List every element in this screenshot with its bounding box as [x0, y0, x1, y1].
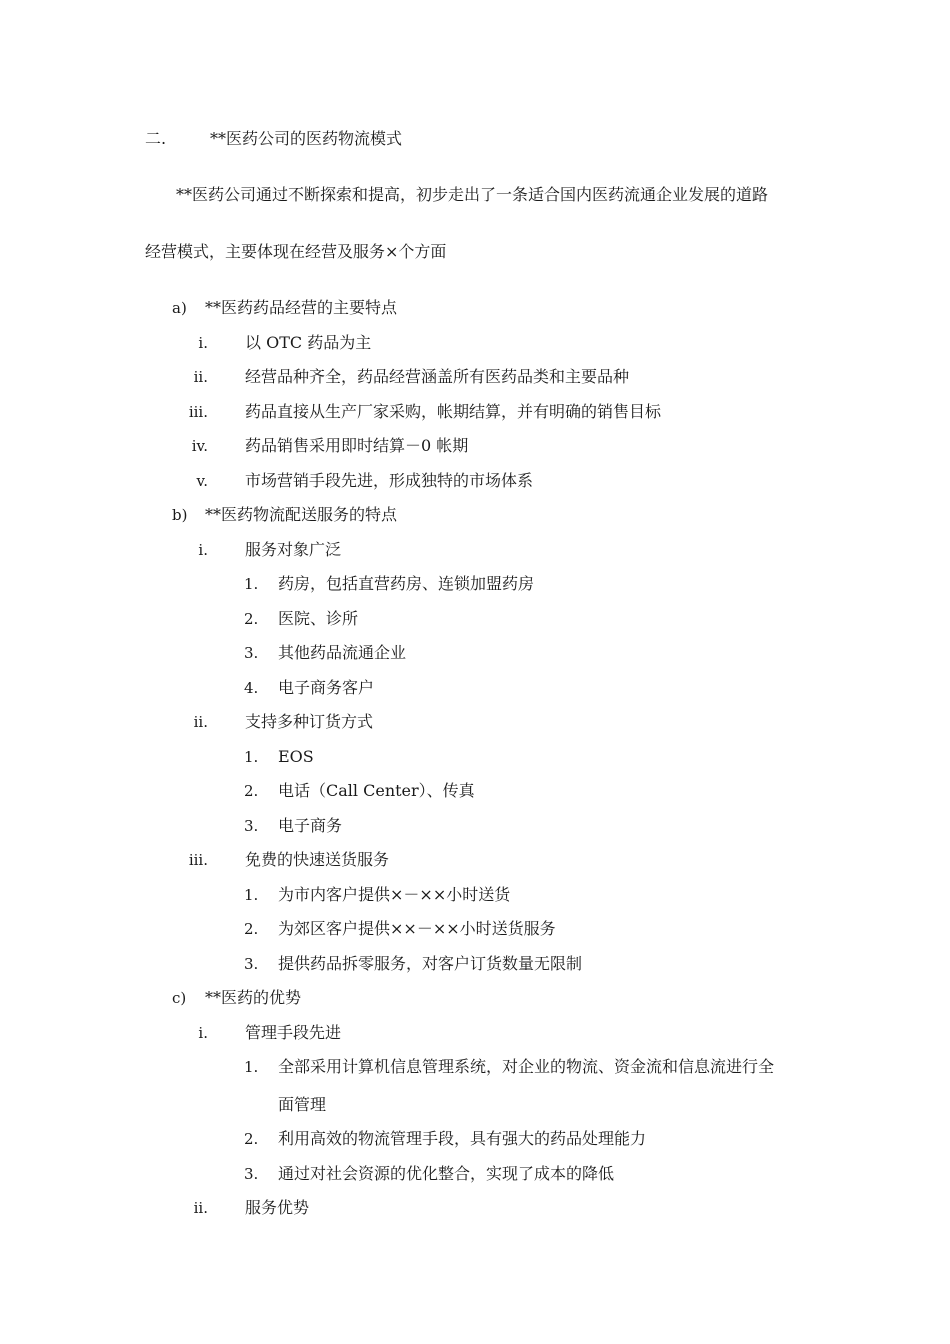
- list-marker: ii.: [193, 368, 208, 386]
- sub-list-marker: 3.: [244, 955, 259, 973]
- sub-list-item: 医院、诊所: [278, 609, 359, 628]
- sub-list-item: 电话（Call Center）、传真: [278, 781, 475, 800]
- sub-list-item: 为市内客户提供×－××小时送货: [278, 885, 511, 904]
- sub-list-item: 电子商务客户: [278, 678, 375, 697]
- heading-title: **医药公司的医药物流模式: [210, 129, 403, 148]
- sub-list-item: 电子商务: [278, 816, 343, 835]
- list-item: 服务优势: [245, 1198, 310, 1217]
- list-marker: iii.: [188, 403, 208, 421]
- sub-list-marker: 2.: [244, 920, 259, 938]
- heading-number: 二.: [145, 129, 167, 148]
- list-item: 以 OTC 药品为主: [245, 333, 372, 352]
- sub-list-item: 利用高效的物流管理手段，具有强大的药品处理能力: [278, 1129, 647, 1148]
- list-marker: ii.: [193, 713, 208, 731]
- intro-line-2: 经营模式，主要体现在经营及服务×个方面: [145, 242, 447, 261]
- list-item: 经营品种齐全，药品经营涵盖所有医药品类和主要品种: [245, 367, 630, 386]
- section-a-marker: a): [172, 299, 187, 317]
- list-item: 药品直接从生产厂家采购，帐期结算，并有明确的销售目标: [245, 402, 662, 421]
- sub-list-item: 全部采用计算机信息管理系统，对企业的物流、资金流和信息流进行全: [278, 1057, 775, 1076]
- list-item: 支持多种订货方式: [245, 712, 374, 731]
- list-item: 管理手段先进: [245, 1023, 342, 1042]
- list-item: 市场营销手段先进，形成独特的市场体系: [245, 471, 534, 490]
- sub-list-marker: 3.: [244, 817, 259, 835]
- sub-list-marker: 3.: [244, 644, 259, 662]
- sub-list-marker: 1.: [244, 575, 259, 593]
- section-c-title: **医药的优势: [205, 988, 302, 1007]
- sub-list-item: EOS: [278, 747, 314, 766]
- sub-list-marker: 2.: [244, 782, 259, 800]
- list-marker: ii.: [193, 1199, 208, 1217]
- sub-list-marker: 1.: [244, 1058, 259, 1076]
- sub-list-item: 提供药品拆零服务，对客户订货数量无限制: [278, 954, 583, 973]
- list-marker: iv.: [191, 437, 208, 455]
- list-marker: iii.: [188, 851, 208, 869]
- list-item: 服务对象广泛: [245, 540, 342, 559]
- sub-list-item: 通过对社会资源的优化整合，实现了成本的降低: [278, 1164, 615, 1183]
- list-item: 免费的快速送货服务: [245, 850, 390, 869]
- sub-list-item: 其他药品流通企业: [278, 643, 407, 662]
- intro-line-1: **医药公司通过不断探索和提高，初步走出了一条适合国内医药流通企业发展的道路: [176, 185, 769, 204]
- section-a-title: **医药药品经营的主要特点: [205, 298, 398, 317]
- section-b-title: **医药物流配送服务的特点: [205, 505, 398, 524]
- sub-list-item-continuation: 面管理: [278, 1095, 327, 1114]
- sub-list-marker: 1.: [244, 748, 259, 766]
- list-marker: i.: [198, 1024, 208, 1042]
- sub-list-marker: 2.: [244, 610, 259, 628]
- section-c-marker: c): [172, 989, 187, 1007]
- section-b-marker: b): [172, 506, 188, 524]
- sub-list-item: 为郊区客户提供××－××小时送货服务: [278, 919, 556, 938]
- sub-list-marker: 1.: [244, 886, 259, 904]
- list-item: 药品销售采用即时结算－0 帐期: [245, 436, 469, 455]
- list-marker: i.: [198, 334, 208, 352]
- sub-list-marker: 4.: [244, 679, 259, 697]
- sub-list-marker: 3.: [244, 1165, 259, 1183]
- list-marker: i.: [198, 541, 208, 559]
- sub-list-marker: 2.: [244, 1130, 259, 1148]
- sub-list-item: 药房，包括直营药房、连锁加盟药房: [278, 574, 535, 593]
- list-marker: v.: [196, 472, 208, 490]
